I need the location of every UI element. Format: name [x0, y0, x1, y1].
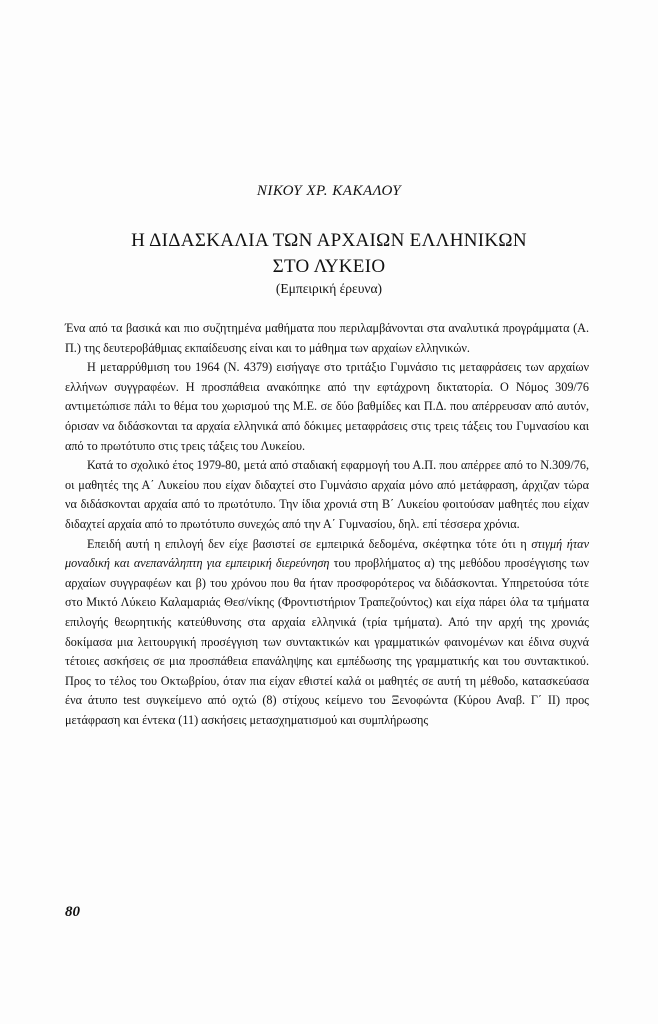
paragraph-4: [65, 535, 589, 731]
author-name: ΝΙΚΟΥ ΧΡ. ΚΑΚΑΛΟΥ: [256, 183, 402, 199]
paragraph-1: Ένα από τα βασικά και πιο συζητημένα μαθήματα που περιλαμβάνονται στα αναλυτικά προγράμματα (Α. Π.) της δευτεροβάθμιας εκπαίδευσης είναι και το μάθημα των αρχαίων ελληνικών.: [65, 321, 589, 355]
article-subtitle: (Εμπειρική έρευνα): [275, 281, 383, 296]
page-number: 80: [65, 904, 80, 920]
paragraph-4-rest: του προβλήματος α) της μεθόδου προσέγγισης των αρχαίων συγγραφέων και β) του χρόνου που θα ήταν προσφορότερος να διδάσκονται. Υπηρετούσα τότε στο Μικτό Λύκειο Καλαμαριάς Θεσ/νίκης (Φροντιστήριον Τραπεζούντος) και είχα πάρει όλα τα τμήματα επιλογής θεωρητικής κατεύθυνσης στα αρχαία ελληνικά (τρία τμήματα). Από την αρχή της χρονιάς δοκίμασα μια λειτουργική προσέγγιση των συντακτικών και γραμματικών φαινομένων και έδινα συχνά τέτοιες ασκήσεις σε μια προσπάθεια επανάληψης και εμπέδωσης της γραμματικής και του συντακτικού. Προς το τέλος του Οκτωβρίου, όταν πια είχαν εθιστεί καλά οι μαθητές σε αυτή τη μέθοδο, κατασκεύασα ένα άτυπο test συγκείμενο από οχτώ (8) στίχους κείμενο του Ξενοφώντα (Κύρου Αναβ. Γ΄ ΙΙ) προς μετάφραση και έντεκα (11) ασκήσεις μετασχηματισμού και συμπλήρωσης: [65, 556, 589, 727]
title-line-1: Η ΔΙΔΑΣΚΑΛΙΑ ΤΩΝ ΑΡΧΑΙΩΝ ΕΛΛΗΝΙΚΩΝ: [131, 230, 527, 251]
paragraph-3: Κατά το σχολικό έτος 1979-80, μετά από σταδιακή εφαρμογή του Α.Π. που απέρρεε από το Ν.309/76, οι μαθητές της Α΄ Λυκείου που είχαν διδαχτεί στο Γυμνάσιο αρχαία μόνο από μετάφραση, άρχιζαν τώρα να διδάσκονται αρχαία από το πρωτότυπο. Την ίδια χρονιά στη Β΄ Λυκείου φοιτούσαν μαθητές που είχαν διδαχτεί αρχαία από το πρωτότυπο συνεχώς από την Α΄ Γυμνασίου, δηλ. επί τέσσερα χρόνια.: [65, 458, 589, 531]
title-line-2: ΣΤΟ ΛΥΚΕΙΟ: [272, 256, 386, 277]
article-title: [0, 228, 658, 280]
article-body: [65, 319, 589, 730]
paragraph-4-emphasis: στιγμή ήταν μοναδική και ανεπανάληπτη για εμπειρική διερεύνηση: [65, 536, 589, 571]
paragraph-4-start: Επειδή αυτή η επιλογή δεν είχε βασιστεί σε εμπειρικά δεδομένα, σκέφτηκα τότε ότι η: [87, 536, 532, 551]
paragraph-2: Η μεταρρύθμιση του 1964 (Ν. 4379) εισήγαγε στο τριτάξιο Γυμνάσιο τις μεταφράσεις των αρχαίων ελλήνων συγγραφέων. Η προσπάθεια ανακόπηκε από την εφτάχρονη δικτατορία. Ο Νόμος 309/76 αντιμετώπισε πάλι το θέμα του χωρισμού της Μ.Ε. σε δύο βαθμίδες και Π.Δ. που απέρρευσαν από αυτόν, όρισαν να διδάσκονται τα αρχαία ελληνικά από δόκιμες μεταφράσεις στις τρεις τάξεις του Γυμνασίου και από το πρωτότυπο στις τρεις τάξεις του Λυκείου.: [65, 360, 589, 453]
